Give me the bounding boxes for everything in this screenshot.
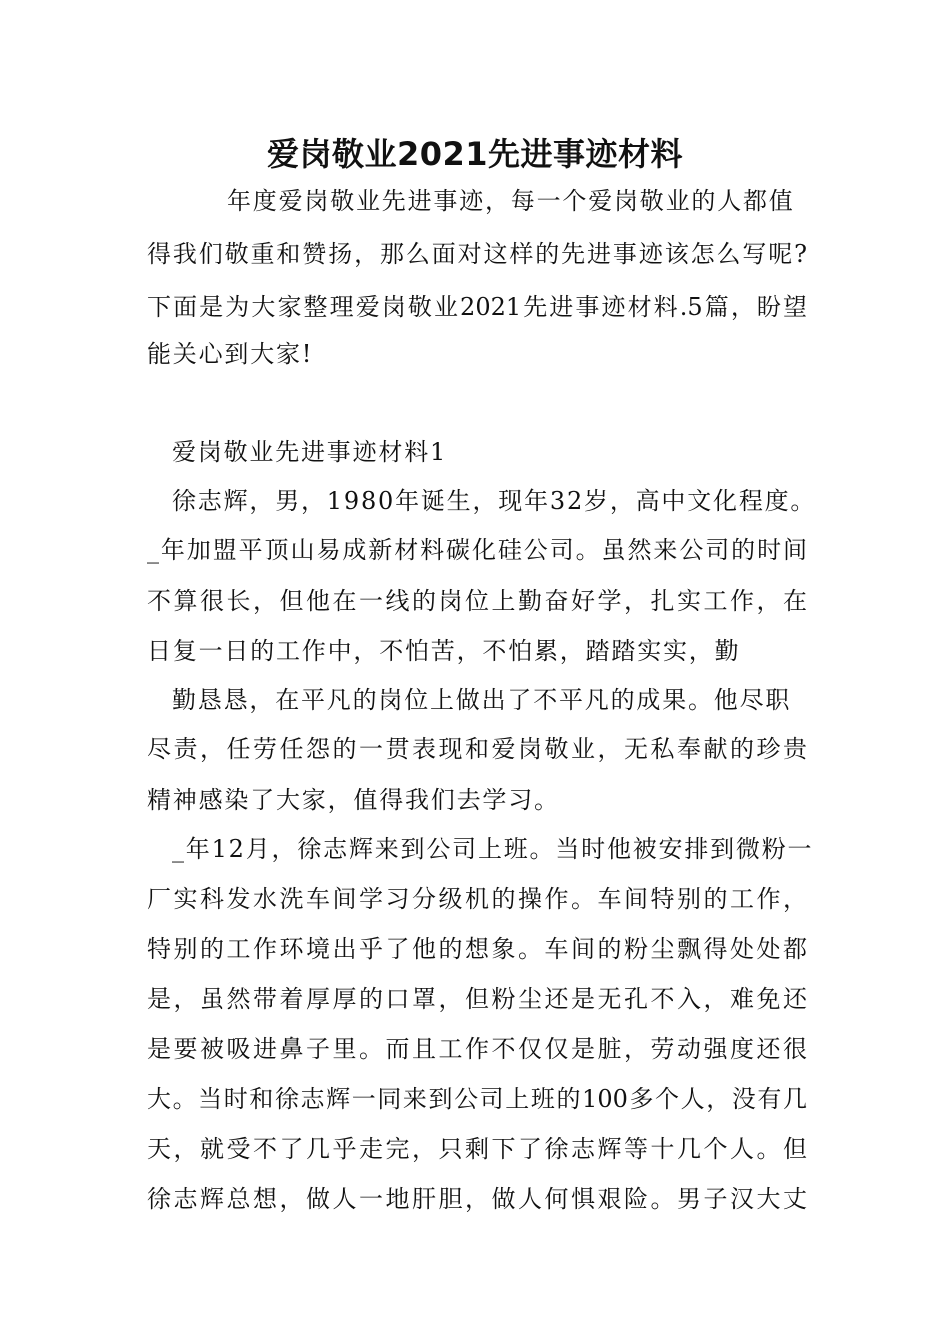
body-line-1: 徐志辉，男，1980年诞生，现年32岁，高中文化程度。 [172,487,817,515]
body-line-7: 精神感染了大家，值得我们去学习。 [147,786,560,814]
body-line-6: 尽责，任劳任怨的一贯表现和爱岗敬业，无私奉献的珍贵 [147,735,807,763]
body-line-8: _年12月，徐志辉来到公司上班。当时他被安排到微粉一 [172,835,814,863]
body-line-9: 厂实科发水洗车间学习分级机的操作。车间特别的工作， [147,885,807,913]
body-line-11: 是，虽然带着厚厚的口罩，但粉尘还是无孔不入，难免还 [147,985,807,1013]
section-heading: 爱岗敬业先进事迹材料1 [172,438,448,466]
body-line-4: 日复一日的工作中，不怕苦，不怕累，踏踏实实，勤 [147,637,741,665]
document-title: 爱岗敬业2021先进事迹材料 [266,135,684,173]
body-line-10: 特别的工作环境出乎了他的想象。车间的粉尘飘得处处都 [147,935,807,963]
body-line-14: 天，就受不了几乎走完，只剩下了徐志辉等十几个人。但 [147,1135,807,1163]
body-line-12: 是要被吸进鼻子里。而且工作不仅仅是脏，劳动强度还很 [147,1035,807,1063]
body-line-13: 大。当时和徐志辉一同来到公司上班的100多个人，没有几 [147,1085,807,1113]
body-line-15: 徐志辉总想，做人一地肝胆，做人何惧艰险。男子汉大丈 [147,1185,807,1213]
intro-line-1: 年度爱岗敬业先进事迹，每一个爱岗敬业的人都值 [227,187,795,215]
intro-line-2: 得我们敬重和赞扬，那么面对这样的先进事迹该怎么写呢? [147,240,807,268]
body-line-3: 不算很长，但他在一线的岗位上勤奋好学，扎实工作，在 [147,587,807,615]
body-line-2: _年加盟平顶山易成新材料碳化硅公司。虽然来公司的时间 [147,536,807,564]
intro-line-4: 能关心到大家! [147,340,314,368]
intro-line-3: 下面是为大家整理爱岗敬业2021先进事迹材料.5篇，盼望 [147,293,807,321]
body-line-5: 勤恳恳，在平凡的岗位上做出了不平凡的成果。他尽职 [172,686,792,714]
